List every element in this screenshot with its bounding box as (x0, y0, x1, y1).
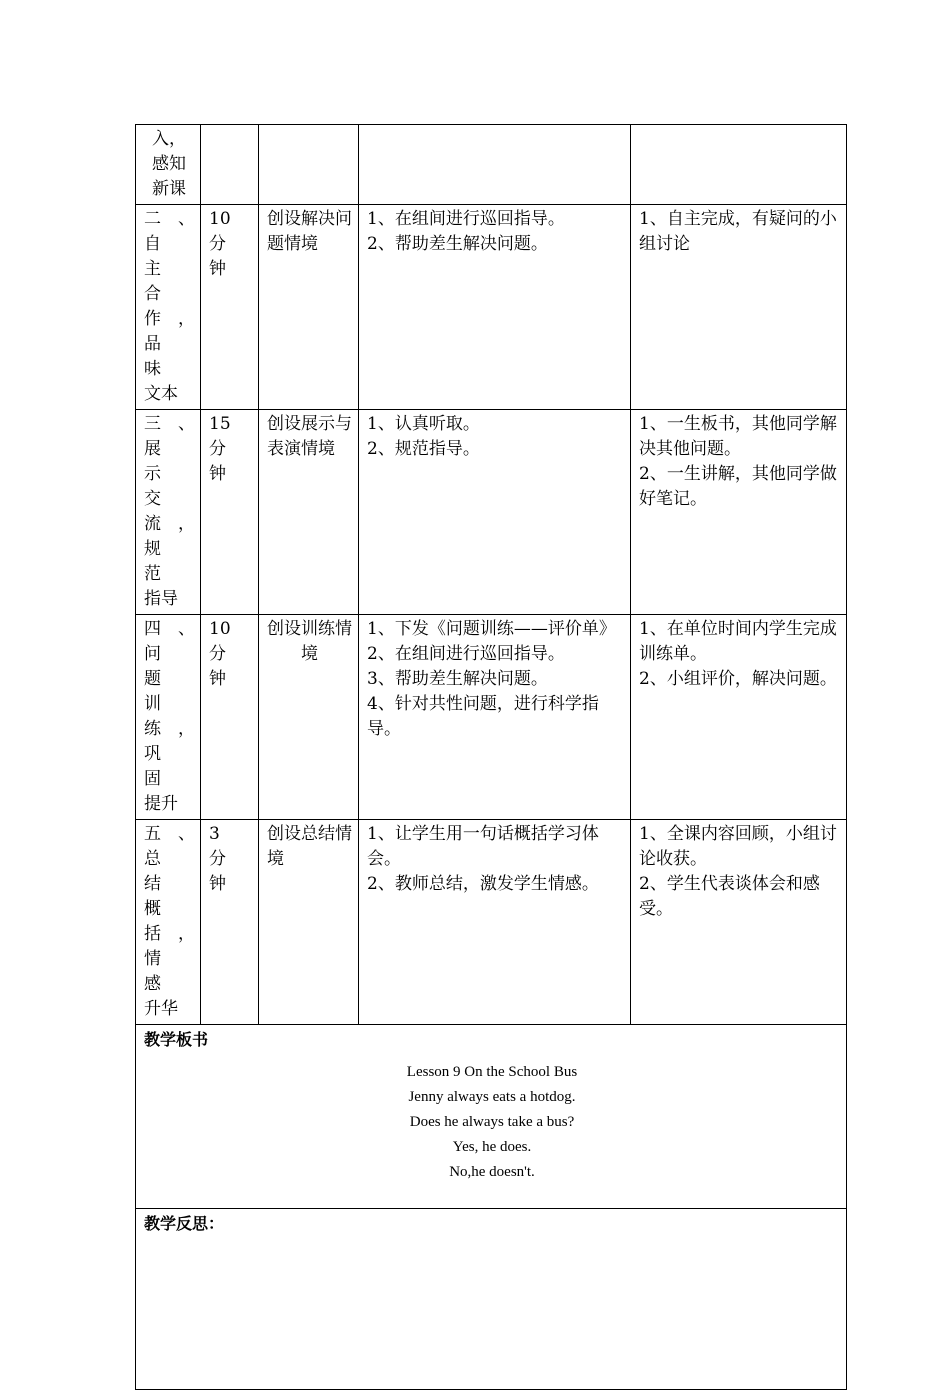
board-cell (136, 1025, 847, 1209)
board-line: No,he doesn't. (449, 1164, 535, 1180)
stage-cell: 五 、 总 结 概 括 ， 情 感 升华 (136, 820, 201, 1025)
student-cell: 1、在单位时间内学生完成训练单。 2、小组评价，解决问题。 (631, 615, 847, 820)
reflection-title: 教学反思： (144, 1214, 225, 1233)
situation-cell: 创设总结情境 (259, 820, 359, 1025)
time-cell: 15 分 钟 (201, 410, 259, 615)
stage-cell: 入， 感知 新课 (136, 125, 201, 205)
time-cell: 10 分 钟 (201, 615, 259, 820)
time-cell (201, 125, 259, 205)
board-line: Lesson 9 On the School Bus (406, 1064, 578, 1080)
time-cell: 10 分 钟 (201, 205, 259, 410)
stage-cell: 二 、 自 主 合 作 ， 品 味 文本 (136, 205, 201, 410)
table-row (136, 410, 847, 615)
situation-cell: 创设训练情境 (259, 615, 359, 820)
teacher-cell: 1、让学生用一句话概括学习体会。 2、教师总结，激发学生情感。 (359, 820, 631, 1025)
stage-cell: 三 、 展 示 交 流 ， 规 范 指导 (136, 410, 201, 615)
student-cell (631, 125, 847, 205)
time-cell: 3 分 钟 (201, 820, 259, 1025)
stage-cell: 四 、 问 题 训 练 ， 巩 固 提升 (136, 615, 201, 820)
teacher-cell: 1、下发《问题训练——评价单》 2、在组间进行巡回指导。 3、帮助差生解决问题。 4、针对共性问题，进行科学指导。 (359, 615, 631, 820)
board-lines (144, 1060, 840, 1185)
teacher-cell: 1、认真听取。 2、规范指导。 (359, 410, 631, 615)
lesson-plan-table (135, 124, 847, 1390)
board-line: Yes, he does. (452, 1139, 532, 1155)
reflection-cell (136, 1209, 847, 1390)
board-line: Does he always take a bus? (409, 1114, 575, 1130)
table-row (136, 205, 847, 410)
table-row (136, 820, 847, 1025)
board-row (136, 1025, 847, 1209)
table-row (136, 125, 847, 205)
board-line: Jenny always eats a hotdog. (408, 1089, 576, 1105)
student-cell: 1、全课内容回顾，小组讨论收获。 2、学生代表谈体会和感受。 (631, 820, 847, 1025)
situation-cell: 创设解决问题情境 (259, 205, 359, 410)
table-row (136, 615, 847, 820)
student-cell: 1、一生板书，其他同学解决其他问题。 2、一生讲解，其他同学做好笔记。 (631, 410, 847, 615)
student-cell: 1、自主完成，有疑问的小组讨论 (631, 205, 847, 410)
teacher-cell (359, 125, 631, 205)
situation-cell: 创设展示与表演情境 (259, 410, 359, 615)
situation-cell (259, 125, 359, 205)
reflection-row (136, 1209, 847, 1390)
teacher-cell: 1、在组间进行巡回指导。 2、帮助差生解决问题。 (359, 205, 631, 410)
board-title: 教学板书 (144, 1030, 209, 1049)
